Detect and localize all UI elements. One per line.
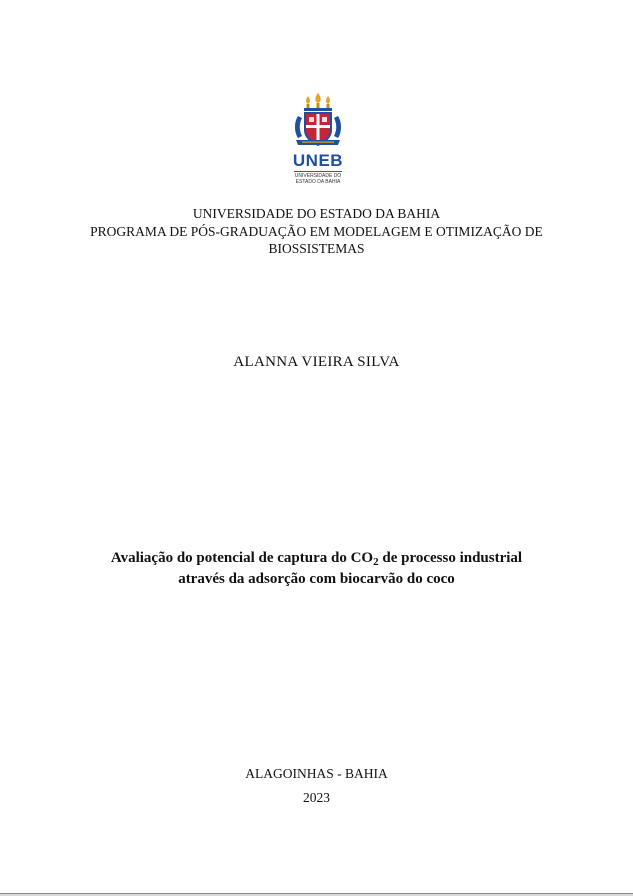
uneb-wordmark: UNEB — [292, 151, 344, 170]
logo-subtitle-line-1: UNIVERSIDADE DO — [294, 173, 342, 179]
author-name: ALANNA VIEIRA SILVA — [233, 354, 400, 370]
university-name: UNIVERSIDADE DO ESTADO DA BAHIA — [192, 206, 441, 221]
thesis-title-line-1 — [0, 548, 633, 570]
thesis-title-line-2: através da adsorção com biocarvão do coco — [178, 571, 455, 587]
year: 2023 — [303, 790, 330, 805]
program-name-line-2: BIOSSISTEMAS — [268, 241, 365, 256]
torch-flames-icon — [304, 93, 332, 111]
title-text-before: Avaliação do potencial de captura do CO — [110, 550, 374, 566]
uneb-crest-icon — [288, 92, 348, 152]
logo-subtitle-line-2: ESTADO DA BAHIA — [295, 179, 341, 185]
logo-divider — [294, 171, 342, 172]
logo-subtitle — [288, 173, 348, 185]
place: ALAGOINHAS - BAHIA — [245, 766, 388, 781]
title-subscript: 2 — [373, 556, 379, 568]
uneb-logo — [288, 92, 348, 190]
title-text-after: de processo industrial — [378, 550, 523, 566]
program-name-line-1: PROGRAMA DE PÓS-GRADUAÇÃO EM MODELAGEM E OTIMIZAÇÃO DE — [90, 224, 543, 239]
